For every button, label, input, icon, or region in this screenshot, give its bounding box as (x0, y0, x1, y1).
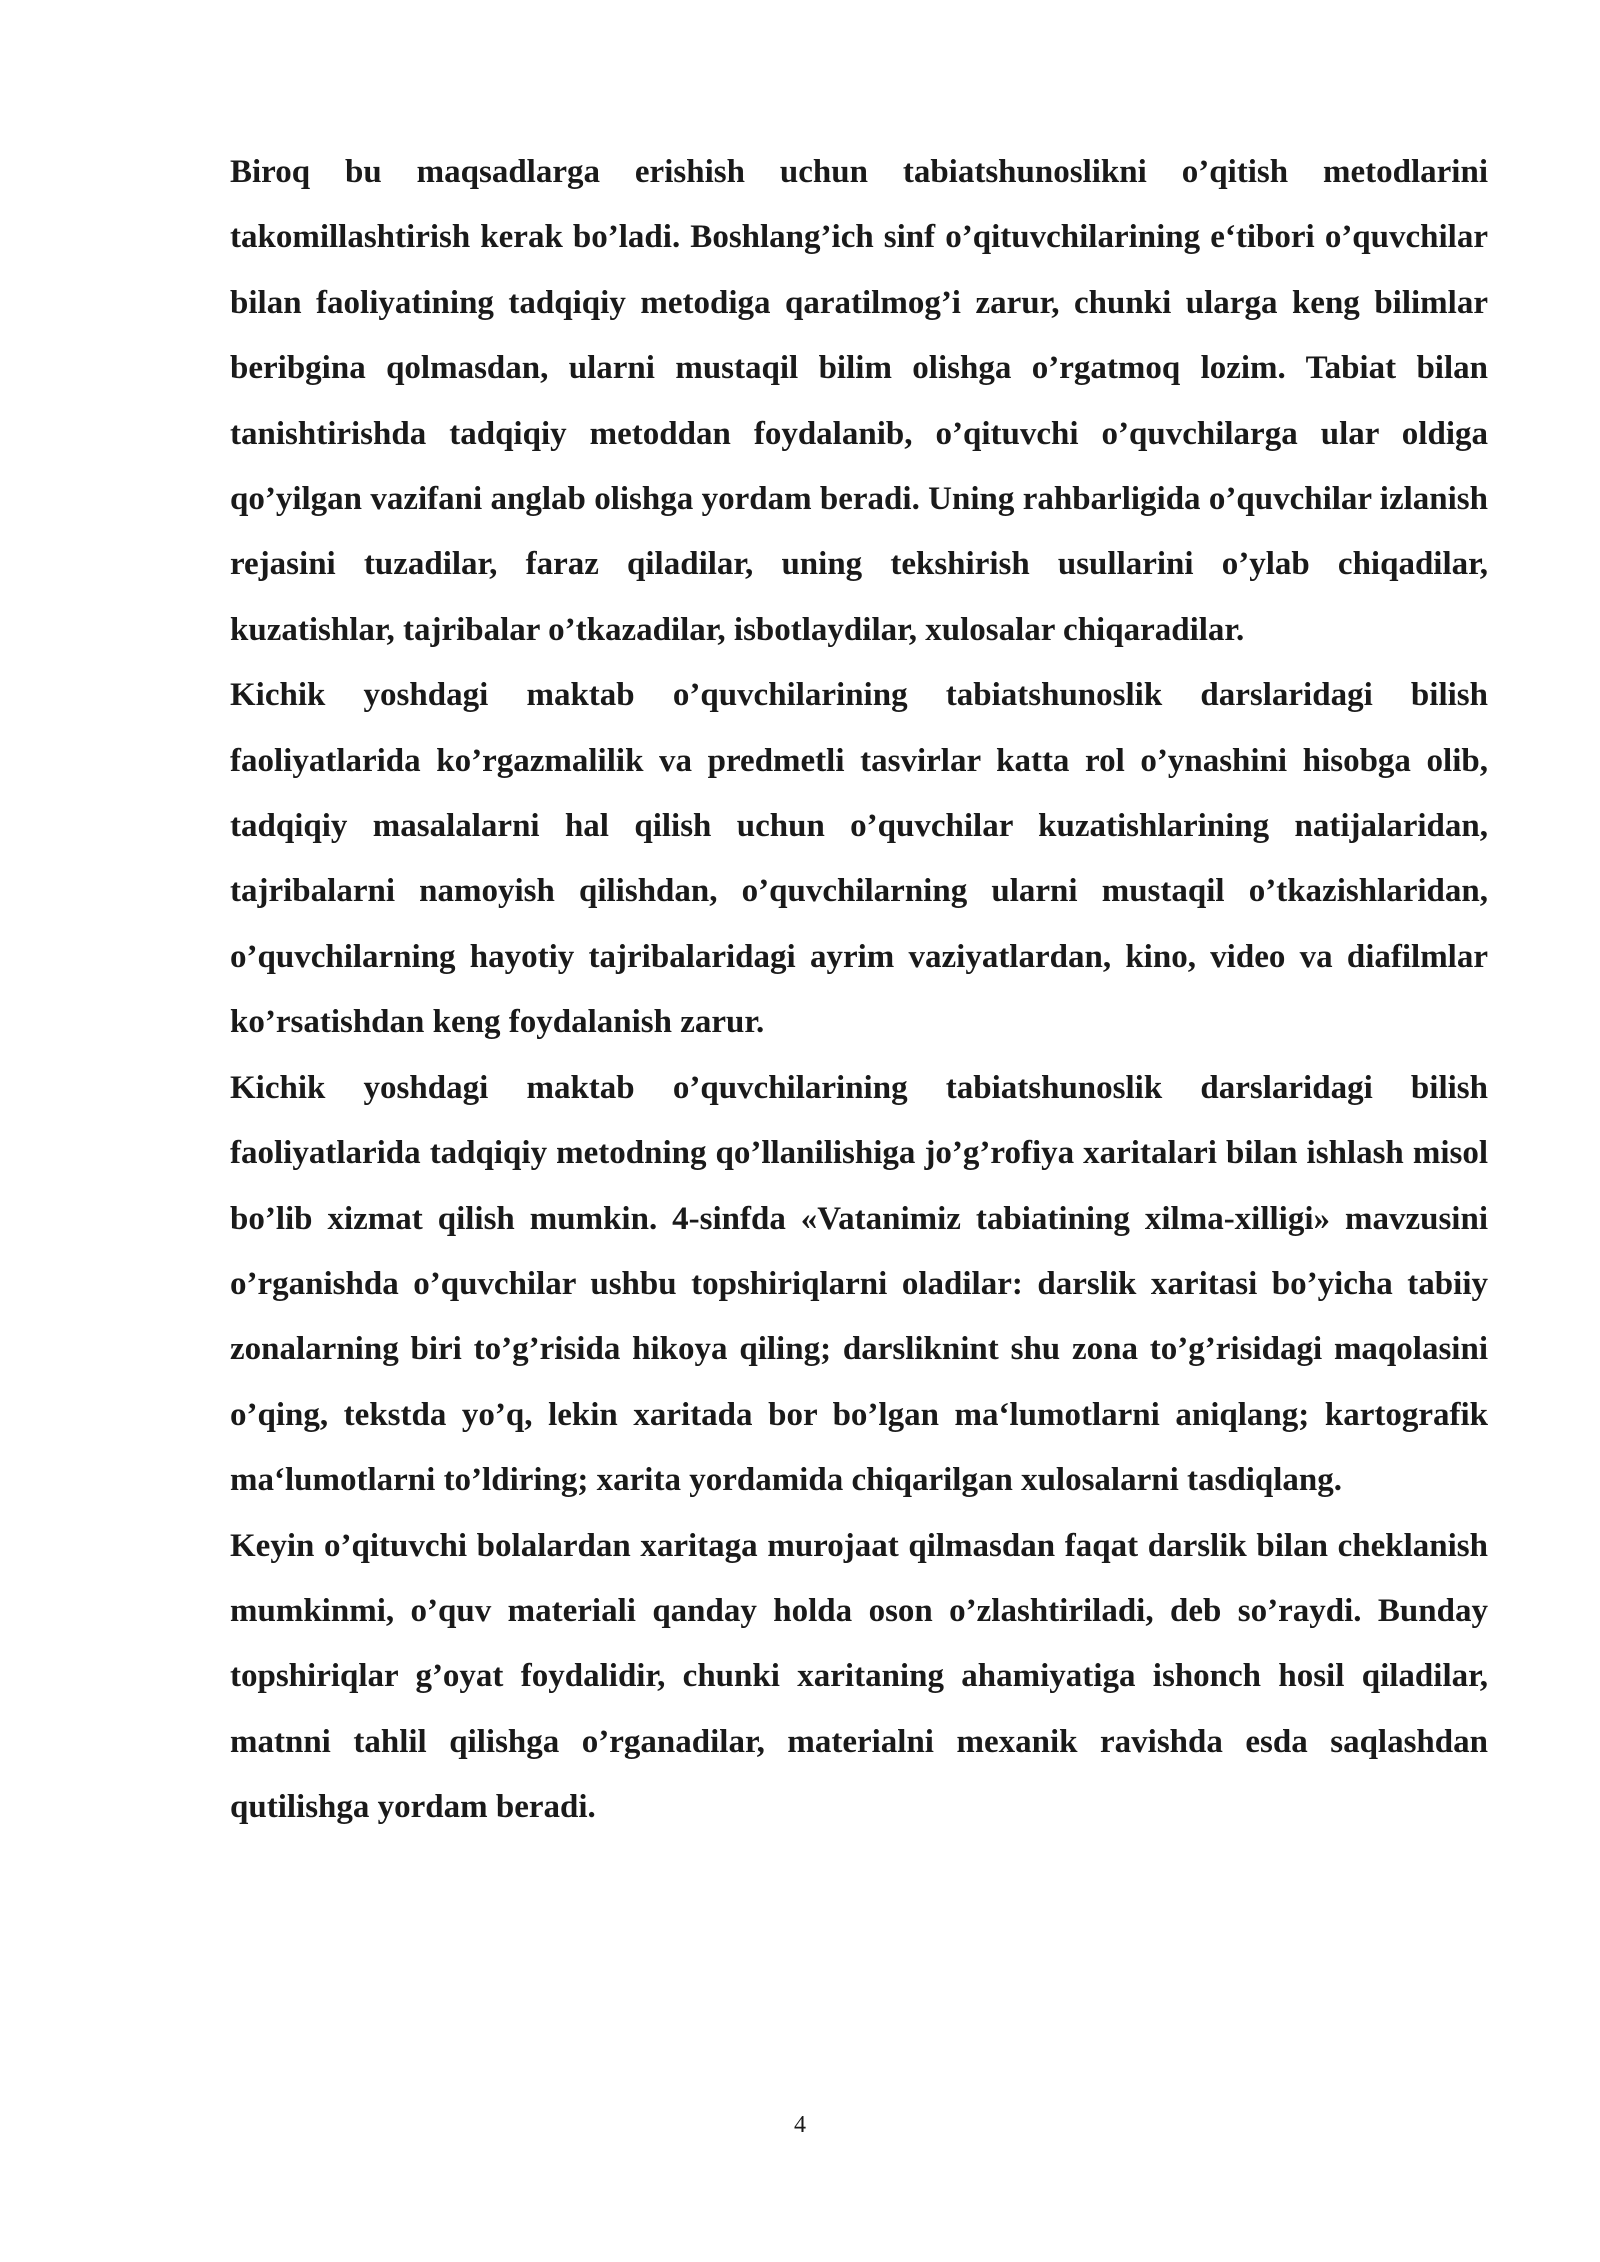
body-text (230, 140, 1488, 1841)
paragraph: Biroq bu maqsadlarga erishish uchun tabiatshunoslikni o’qitish metodlarini takomillashtirish kerak bo’ladi. Boshlang’ich sinf o’qituvchilarining e‘tibori o’quvchilar bilan faoliyatining tadqiqiy metodiga qaratilmog’i zarur, chunki ularga keng bilimlar beribgina qolmasdan, ularni mustaqil bilim olishga o’rgatmoq lozim. Tabiat bilan tanishtirishda tadqiqiy metoddan foydalanib, o’qituvchi o’quvchilarga ular oldiga qo’yilgan vazifani anglab olishga yordam beradi. Uning rahbarligida o’quvchilar izlanish rejasini tuzadilar, faraz qiladilar, uning tekshirish usullarini o’ylab chiqadilar, kuzatishlar, tajribalar o’tkazadilar, isbotlaydilar, xulosalar chiqaradilar. (230, 154, 1488, 648)
paragraph: Keyin o’qituvchi bolalardan xaritaga murojaat qilmasdan faqat darslik bilan cheklanish mumkinmi, o’quv materiali qanday holda oson o’zlashtiriladi, deb so’raydi. Bunday topshiriqlar g’oyat foydalidir, chunki xaritaning ahamiyatiga ishonch hosil qiladilar, matnni tahlil qilishga o’rganadilar, materialni mexanik ravishda esda saqlashdan qutilishga yordam beradi. (230, 1527, 1488, 1826)
page-number: 4 (794, 2112, 806, 2138)
paragraph: Kichik yoshdagi maktab o’quvchilarining tabiatshunoslik darslaridagi bilish faoliyatlarida ko’rgazmalilik va predmetli tasvirlar katta rol o’ynashini hisobga olib, tadqiqiy masalalarni hal qilish uchun o’quvchilar kuzatishlarining natijalaridan, tajribalarni namoyish qilishdan, o’quvchilarning ularni mustaqil o’tkazishlaridan, o’quvchilarning hayotiy tajribalaridagi ayrim vaziyatlardan, kino, video va diafilmlar ko’rsatishdan keng foydalanish zarur. (230, 677, 1488, 1041)
paragraph: Kichik yoshdagi maktab o’quvchilarining tabiatshunoslik darslaridagi bilish faoliyatlarida tadqiqiy metodning qo’llanilishiga jo’g’rofiya xaritalari bilan ishlash misol bo’lib xizmat qilish mumkin. 4-sinfda «Vatanimiz tabiatining xilma-xilligi» mavzusini o’rganishda o’quvchilar ushbu topshiriqlarni oladilar: darslik xaritasi bo’yicha tabiiy zonalarning biri to’g’risida hikoya qiling; darsliknint shu zona to’g’risidagi maqolasini o’qing, tekstda yo’q, lekin xaritada bor bo’lgan ma‘lumotlarni aniqlang; kartografik ma‘lumotlarni to’ldiring; xarita yordamida chiqarilgan xulosalarni tasdiqlang. (230, 1069, 1488, 1499)
